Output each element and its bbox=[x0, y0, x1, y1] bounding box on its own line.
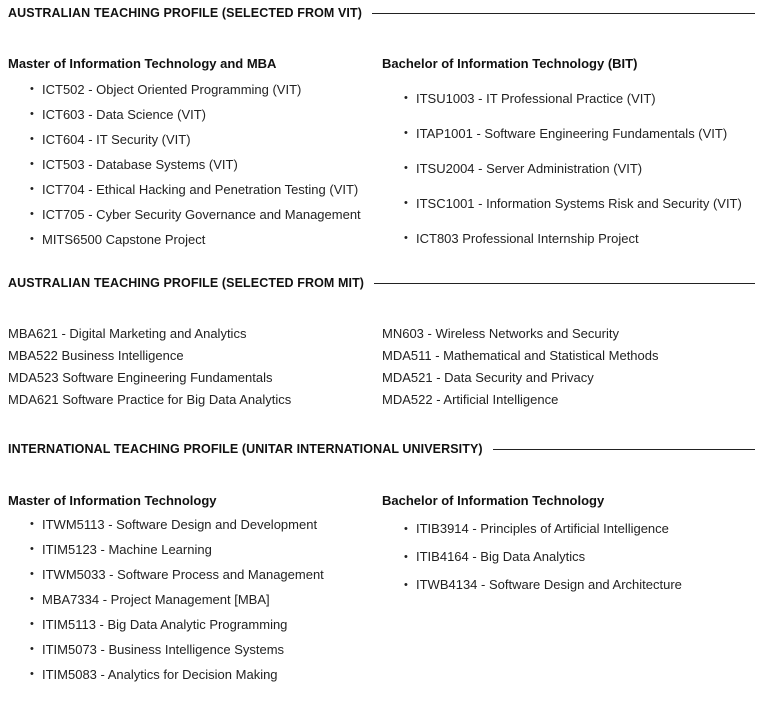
list-item: • ITIB4164 - Big Data Analytics bbox=[382, 543, 682, 571]
list-item: • ITSU2004 - Server Administration (VIT) bbox=[382, 151, 742, 186]
unitar-bachelor-column bbox=[382, 493, 682, 599]
unitar-masters-list bbox=[8, 512, 324, 687]
list-item: • ICT503 - Database Systems (VIT) bbox=[8, 152, 361, 177]
list-item: MN603 - Wireless Networks and Security bbox=[382, 326, 619, 341]
list-item: • ITAP1001 - Software Engineering Fundamentals (VIT) bbox=[382, 116, 742, 151]
list-item: • ITWM5113 - Software Design and Development bbox=[8, 512, 324, 537]
list-item: • MITS6500 Capstone Project bbox=[8, 227, 361, 252]
list-item: • ITWB4134 - Software Design and Architecture bbox=[382, 571, 682, 599]
list-item: • ICT705 - Cyber Security Governance and Management bbox=[8, 202, 361, 227]
section-heading-mit bbox=[8, 276, 755, 290]
section-heading-vit bbox=[8, 6, 755, 20]
mit-left-column bbox=[8, 323, 291, 411]
list-item: MDA621 Software Practice for Big Data Analytics bbox=[8, 392, 292, 407]
list-item: • ITIM5123 - Machine Learning bbox=[8, 537, 324, 562]
list-item: • ITIM5113 - Big Data Analytic Programming bbox=[8, 612, 324, 637]
mit-left-list bbox=[8, 323, 291, 411]
section-heading-unitar bbox=[8, 442, 755, 456]
unitar-masters-title: Master of Information Technology bbox=[8, 493, 217, 508]
list-item: MDA511 - Mathematical and Statistical Methods bbox=[382, 348, 659, 363]
section-divider bbox=[374, 283, 755, 284]
list-item: • ICT704 - Ethical Hacking and Penetration Testing (VIT) bbox=[8, 177, 361, 202]
section-title-unitar: INTERNATIONAL TEACHING PROFILE (UNITAR INTERNATIONAL UNIVERSITY) bbox=[8, 442, 483, 456]
unitar-masters-column bbox=[8, 493, 324, 687]
vit-masters-title: Master of Information Technology and MBA bbox=[8, 56, 277, 71]
vit-bachelor-column bbox=[382, 56, 742, 256]
section-divider bbox=[493, 449, 755, 450]
list-item: • ITIM5073 - Business Intelligence Systems bbox=[8, 637, 324, 662]
section-title-mit: AUSTRALIAN TEACHING PROFILE (SELECTED FROM MIT) bbox=[8, 276, 365, 290]
unitar-bachelor-title: Bachelor of Information Technology bbox=[382, 493, 605, 508]
unitar-bachelor-list bbox=[382, 515, 682, 599]
section-title-vit: AUSTRALIAN TEACHING PROFILE (SELECTED FROM VIT) bbox=[8, 6, 362, 20]
vit-bachelor-list bbox=[382, 81, 742, 256]
list-item: • ITIM5083 - Analytics for Decision Making bbox=[8, 662, 324, 687]
vit-masters-list bbox=[8, 77, 361, 252]
list-item: • MBA7334 - Project Management [MBA] bbox=[8, 587, 324, 612]
list-item: • ITSC1001 - Information Systems Risk and Security (VIT) bbox=[382, 186, 742, 221]
list-item: • ITSU1003 - IT Professional Practice (VIT) bbox=[382, 81, 742, 116]
list-item: • ITIB3914 - Principles of Artificial Intelligence bbox=[382, 515, 682, 543]
list-item: • ICT604 - IT Security (VIT) bbox=[8, 127, 361, 152]
section-divider bbox=[372, 13, 755, 14]
list-item: • ICT603 - Data Science (VIT) bbox=[8, 102, 361, 127]
vit-bachelor-title: Bachelor of Information Technology (BIT) bbox=[382, 56, 638, 71]
mit-right-column bbox=[382, 323, 659, 411]
mit-right-list bbox=[382, 323, 659, 411]
list-item: MDA523 Software Engineering Fundamentals bbox=[8, 370, 273, 385]
list-item: • ITWM5033 - Software Process and Management bbox=[8, 562, 324, 587]
list-item: MDA522 - Artificial Intelligence bbox=[382, 392, 559, 407]
list-item: • ICT502 - Object Oriented Programming (VIT) bbox=[8, 77, 361, 102]
list-item: • ICT803 Professional Internship Project bbox=[382, 221, 742, 256]
vit-masters-column bbox=[8, 56, 361, 252]
list-item: MDA521 - Data Security and Privacy bbox=[382, 370, 594, 385]
list-item: MBA621 - Digital Marketing and Analytics bbox=[8, 326, 247, 341]
list-item: MBA522 Business Intelligence bbox=[8, 348, 184, 363]
